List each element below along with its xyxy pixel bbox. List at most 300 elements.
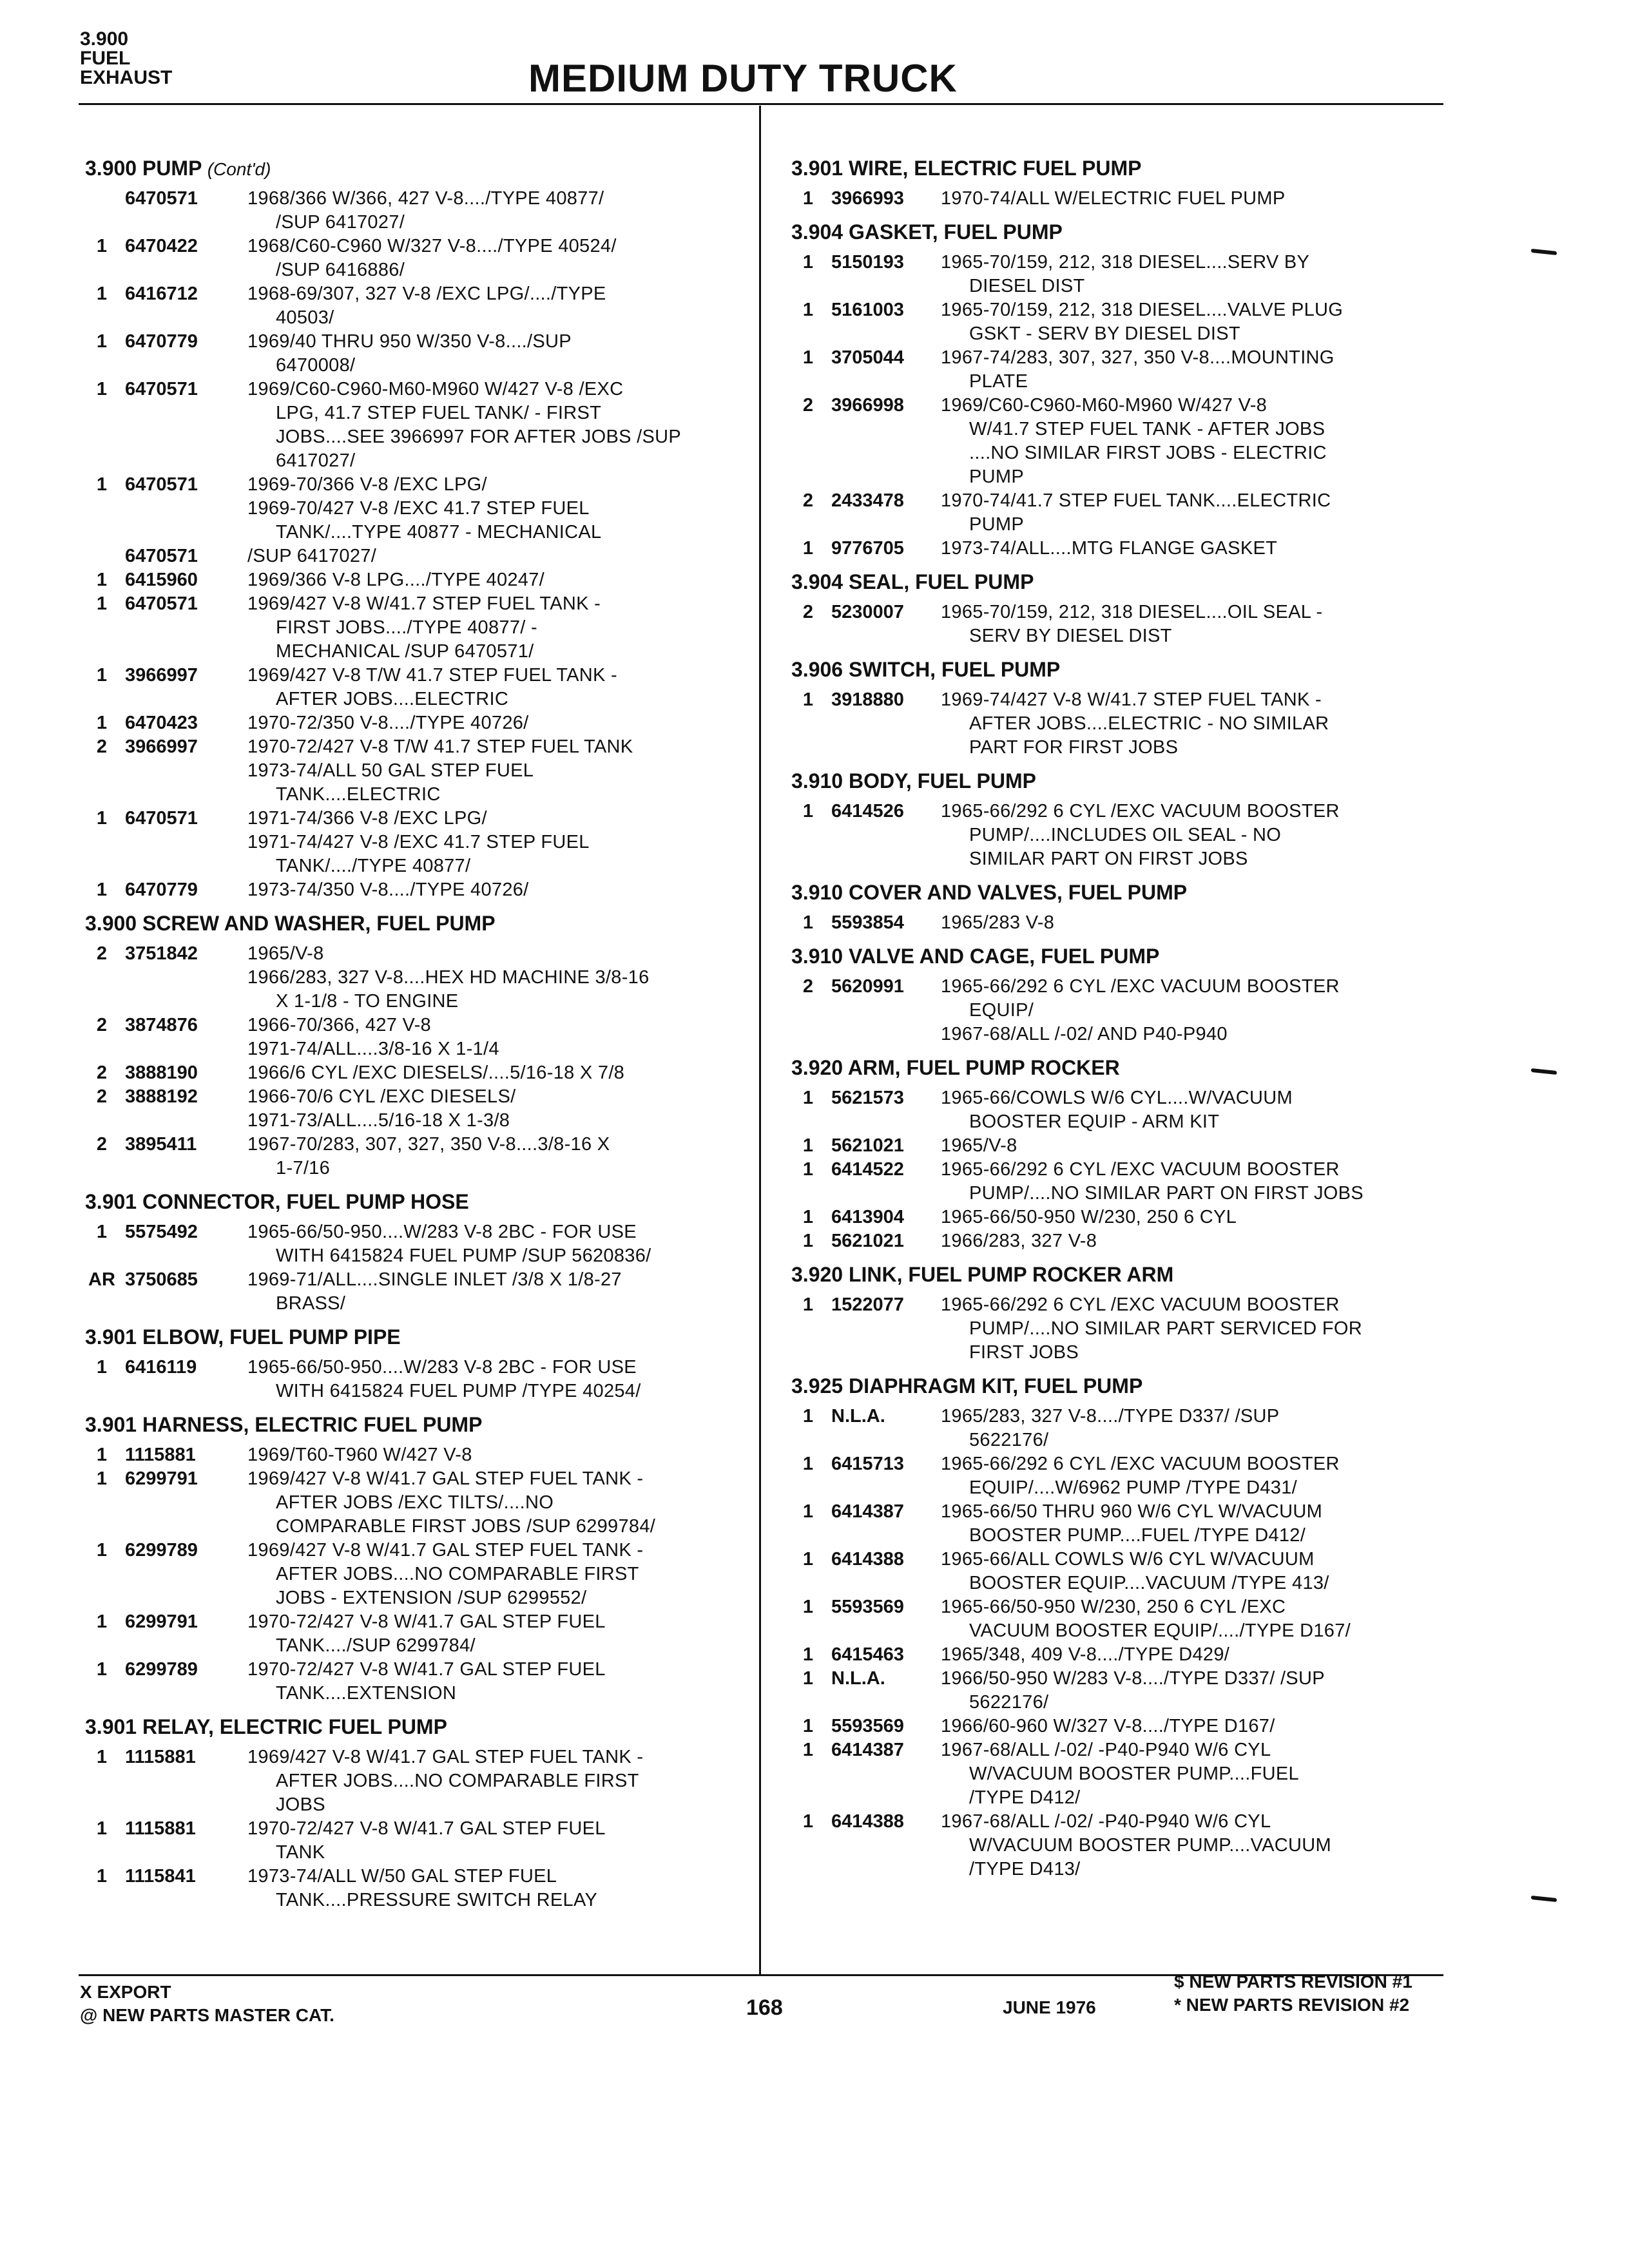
- description-line: /TYPE D412/: [969, 1787, 1081, 1808]
- part-description: [247, 1356, 737, 1403]
- part-description: [941, 1023, 1431, 1046]
- part-quantity: 2: [802, 490, 814, 511]
- description-line: AFTER JOBS /EXC TILTS/....NO: [276, 1492, 554, 1513]
- part-row: [785, 1452, 1442, 1500]
- description-line: JOBS: [276, 1794, 325, 1815]
- description-line: 1966-70/366, 427 V-8: [247, 1015, 431, 1035]
- column-divider: [759, 106, 761, 1974]
- description-line: EQUIP/....W/6962 PUMP /TYPE D431/: [969, 1477, 1297, 1498]
- description-line: BOOSTER EQUIP - ARM KIT: [969, 1111, 1220, 1132]
- revision-mark-icon: [1531, 249, 1557, 255]
- part-number: 3751842: [125, 943, 198, 964]
- description-line: 1967-68/ALL /-02/ -P40-P940 W/6 CYL: [941, 1811, 1271, 1832]
- part-quantity: 1: [802, 1406, 814, 1427]
- part-number: 3895411: [125, 1134, 197, 1155]
- part-number: 6470571: [125, 808, 198, 829]
- part-quantity: 1: [96, 879, 108, 900]
- description-line: /SUP 6416886/: [276, 260, 405, 280]
- part-description: [247, 378, 737, 473]
- section-heading: [791, 220, 1442, 244]
- description-line: 6417027/: [276, 450, 356, 471]
- part-description: [941, 1293, 1431, 1365]
- part-description: [247, 282, 737, 330]
- part-row: [79, 664, 749, 711]
- part-description: [941, 911, 1431, 935]
- part-number: 5575492: [125, 1222, 198, 1242]
- part-row: [79, 497, 749, 544]
- part-quantity: 1: [802, 1088, 814, 1108]
- part-description: [247, 1037, 737, 1061]
- description-line: 1965-70/159, 212, 318 DIESEL....SERV BY: [941, 252, 1310, 273]
- part-row: [785, 975, 1442, 1023]
- description-line: 1965/283 V-8: [941, 912, 1055, 933]
- part-description: [247, 1745, 737, 1817]
- section-heading-text: 3.910 VALVE AND CAGE, FUEL PUMP: [791, 945, 1160, 968]
- part-quantity: 1: [96, 1659, 108, 1680]
- left-column: [79, 156, 749, 1912]
- part-row: [79, 1109, 749, 1133]
- part-row: [785, 1595, 1442, 1643]
- part-row: [79, 878, 749, 902]
- part-row: [79, 831, 749, 878]
- footer-legend-left: [80, 1981, 334, 2027]
- part-quantity: 1: [802, 1231, 814, 1251]
- description-line: 1966/50-950 W/283 V-8..../TYPE D337/ /SUP: [941, 1668, 1325, 1689]
- part-row: [785, 1643, 1442, 1667]
- description-line: SERV BY DIESEL DIST: [969, 626, 1172, 646]
- part-row: [79, 568, 749, 592]
- part-quantity: 1: [96, 379, 108, 399]
- description-line: BOOSTER EQUIP....VACUUM /TYPE 413/: [969, 1573, 1329, 1593]
- part-number: 6470422: [125, 236, 198, 256]
- section-heading: [85, 156, 749, 180]
- part-description: [941, 1548, 1431, 1595]
- part-description: [247, 1817, 737, 1865]
- description-line: 1968/366 W/366, 427 V-8..../TYPE 40877/: [247, 188, 604, 209]
- part-description: [941, 975, 1431, 1023]
- part-quantity: 1: [96, 1445, 108, 1465]
- part-description: [941, 298, 1431, 346]
- description-line: 1970-74/ALL W/ELECTRIC FUEL PUMP: [941, 188, 1286, 209]
- part-row: [79, 544, 749, 568]
- part-description: [247, 592, 737, 664]
- part-description: [941, 800, 1431, 871]
- section-heading-text: 3.904 GASKET, FUEL PUMP: [791, 220, 1063, 244]
- section-heading: [85, 1715, 749, 1739]
- part-number: 6299789: [125, 1540, 198, 1561]
- description-line: TANK....EXTENSION: [276, 1683, 457, 1704]
- part-number: 5621573: [831, 1088, 904, 1108]
- part-description: [941, 1500, 1431, 1548]
- part-description: [941, 1405, 1431, 1452]
- part-description: [941, 1738, 1431, 1810]
- part-quantity: 1: [802, 689, 814, 710]
- part-number: 1115841: [125, 1866, 196, 1887]
- description-line: 1965/283, 327 V-8..../TYPE D337/ /SUP: [941, 1406, 1280, 1427]
- part-description: [941, 489, 1431, 537]
- part-quantity: 1: [802, 188, 814, 209]
- description-line: AFTER JOBS....NO COMPARABLE FIRST: [276, 1564, 639, 1584]
- description-line: 1969/40 THRU 950 W/350 V-8..../SUP: [247, 331, 572, 352]
- part-number: 6416119: [125, 1357, 197, 1378]
- publication-date: JUNE 1976: [1003, 1997, 1096, 2017]
- section-heading-text: 3.904 SEAL, FUEL PUMP: [791, 570, 1034, 593]
- part-row: [785, 1405, 1442, 1452]
- part-description: [247, 807, 737, 831]
- part-row: [785, 298, 1442, 346]
- part-quantity: 2: [96, 1015, 108, 1035]
- description-line: TANK/....TYPE 40877 - MECHANICAL: [276, 522, 602, 543]
- description-line: W/VACUUM BOOSTER PUMP....FUEL: [969, 1763, 1299, 1784]
- description-line: 1965-66/COWLS W/6 CYL....W/VACUUM: [941, 1088, 1293, 1108]
- description-line: 1969-70/366 V-8 /EXC LPG/: [247, 474, 487, 495]
- part-row: [79, 1865, 749, 1912]
- part-number: 5621021: [831, 1135, 904, 1156]
- description-line: 5622176/: [969, 1692, 1049, 1713]
- part-number: 6415463: [831, 1644, 904, 1665]
- part-row: [79, 1610, 749, 1658]
- description-line: 1973-74/ALL W/50 GAL STEP FUEL: [247, 1866, 557, 1887]
- description-line: PLATE: [969, 371, 1028, 392]
- part-quantity: 2: [802, 395, 814, 416]
- part-description: [247, 1467, 737, 1539]
- description-line: ....NO SIMILAR FIRST JOBS - ELECTRIC: [969, 443, 1327, 463]
- description-line: COMPARABLE FIRST JOBS /SUP 6299784/: [276, 1516, 656, 1537]
- section-heading: [85, 911, 749, 936]
- part-description: [247, 735, 737, 759]
- part-row: [785, 601, 1442, 648]
- part-row: [79, 1817, 749, 1865]
- part-description: [941, 1452, 1431, 1500]
- description-line: 1965-66/292 6 CYL /EXC VACUUM BOOSTER: [941, 1159, 1340, 1180]
- section-heading: [791, 570, 1442, 594]
- part-description: [941, 346, 1431, 394]
- description-line: X 1-1/8 - TO ENGINE: [276, 991, 459, 1012]
- part-number: 3966997: [125, 665, 198, 686]
- section-heading-text: 3.910 COVER AND VALVES, FUEL PUMP: [791, 881, 1188, 904]
- description-line: 1969/366 V-8 LPG..../TYPE 40247/: [247, 570, 545, 590]
- part-quantity: 1: [802, 252, 814, 273]
- part-number: 5230007: [831, 602, 904, 622]
- part-number: 5593569: [831, 1716, 904, 1736]
- part-row: [785, 1229, 1442, 1253]
- part-number: N.L.A.: [831, 1406, 885, 1427]
- description-line: W/VACUUM BOOSTER PUMP....VACUUM: [969, 1835, 1331, 1856]
- part-quantity: 1: [802, 1207, 814, 1227]
- part-quantity: 1: [802, 1644, 814, 1665]
- header-divider: [79, 103, 1443, 105]
- description-line: TANK....PRESSURE SWITCH RELAY: [276, 1890, 598, 1910]
- part-row: [79, 378, 749, 473]
- part-row: [79, 1133, 749, 1180]
- part-description: [247, 1109, 737, 1133]
- description-line: 1971-74/ALL....3/8-16 X 1-1/4: [247, 1039, 499, 1059]
- section-heading-text: 3.906 SWITCH, FUEL PUMP: [791, 658, 1061, 681]
- part-row: [79, 1014, 749, 1037]
- description-line: WITH 6415824 FUEL PUMP /SUP 5620836/: [276, 1245, 651, 1266]
- section-heading-text: 3.925 DIAPHRAGM KIT, FUEL PUMP: [791, 1374, 1143, 1398]
- description-line: FIRST JOBS: [969, 1342, 1079, 1363]
- part-row: [785, 1023, 1442, 1046]
- part-row: [79, 282, 749, 330]
- part-row: [79, 1061, 749, 1085]
- part-description: [941, 601, 1431, 648]
- description-line: PUMP: [969, 466, 1024, 487]
- part-description: [247, 187, 737, 235]
- section-heading: [791, 769, 1442, 793]
- description-line: /TYPE D413/: [969, 1859, 1081, 1879]
- page-number: 168: [746, 1995, 783, 2020]
- part-row: [79, 711, 749, 735]
- part-row: [79, 1356, 749, 1403]
- part-row: [79, 1658, 749, 1706]
- part-number: 5150193: [831, 252, 904, 273]
- part-row: [785, 1715, 1442, 1738]
- part-description: [247, 664, 737, 711]
- part-description: [941, 187, 1431, 211]
- part-description: [941, 1643, 1431, 1667]
- description-line: 1969-74/427 V-8 W/41.7 STEP FUEL TANK -: [941, 689, 1322, 710]
- description-line: TANK....ELECTRIC: [276, 784, 441, 805]
- part-description: [247, 1610, 737, 1658]
- part-number: 3705044: [831, 347, 904, 368]
- part-row: [785, 537, 1442, 561]
- part-description: [941, 1206, 1431, 1229]
- description-line: 1971-74/366 V-8 /EXC LPG/: [247, 808, 487, 829]
- part-description: [247, 1539, 737, 1610]
- part-row: [79, 592, 749, 664]
- section-heading: [791, 156, 1442, 180]
- part-number: 1115881: [125, 1747, 196, 1767]
- description-line: 1965-66/50-950....W/283 V-8 2BC - FOR USE: [247, 1222, 637, 1242]
- part-row: [79, 1085, 749, 1109]
- description-line: 1967-68/ALL /-02/ AND P40-P940: [941, 1024, 1228, 1044]
- part-description: [247, 1658, 737, 1706]
- part-quantity: 1: [802, 1454, 814, 1474]
- part-number: 5593569: [831, 1597, 904, 1617]
- legend-revision-2: * NEW PARTS REVISION #2: [1174, 1995, 1410, 2015]
- part-quantity: 1: [802, 1135, 814, 1156]
- description-line: 1965-66/292 6 CYL /EXC VACUUM BOOSTER: [941, 1454, 1340, 1474]
- section-heading: [791, 1374, 1442, 1398]
- description-line: 1973-74/350 V-8..../TYPE 40726/: [247, 879, 529, 900]
- revision-mark-icon: [1531, 1068, 1557, 1075]
- description-line: 1965-66/50-950....W/283 V-8 2BC - FOR USE: [247, 1357, 637, 1378]
- part-number: 6415960: [125, 570, 198, 590]
- description-line: JOBS - EXTENSION /SUP 6299552/: [276, 1588, 587, 1608]
- description-line: 1969-70/427 V-8 /EXC 41.7 STEP FUEL: [247, 498, 590, 519]
- page-title: MEDIUM DUTY TRUCK: [528, 57, 958, 100]
- description-line: /SUP 6417027/: [247, 546, 377, 566]
- part-description: [247, 759, 737, 807]
- part-row: [785, 1548, 1442, 1595]
- part-quantity: 2: [802, 976, 814, 997]
- part-number: 6413904: [831, 1207, 904, 1227]
- description-line: 1966/283, 327 V-8....HEX HD MACHINE 3/8-16: [247, 967, 650, 988]
- part-quantity: 1: [96, 331, 108, 352]
- description-line: 1970-72/427 V-8 W/41.7 GAL STEP FUEL: [247, 1818, 606, 1839]
- part-row: [79, 966, 749, 1014]
- part-row: [79, 1745, 749, 1817]
- description-line: 1965-66/ALL COWLS W/6 CYL W/VACUUM: [941, 1549, 1315, 1570]
- part-description: [247, 544, 737, 568]
- section-heading: [791, 1055, 1442, 1080]
- part-number: 6299791: [125, 1468, 198, 1489]
- part-number: 1522077: [831, 1294, 904, 1315]
- part-row: [785, 911, 1442, 935]
- part-quantity: 1: [96, 1468, 108, 1489]
- part-description: [941, 688, 1431, 760]
- part-description: [247, 1014, 737, 1037]
- part-quantity: 1: [96, 474, 108, 495]
- part-quantity: 1: [802, 1159, 814, 1180]
- part-number: 6416712: [125, 284, 198, 304]
- part-number: 6470571: [125, 593, 198, 614]
- part-number: 1115881: [125, 1818, 196, 1839]
- part-quantity: 2: [802, 602, 814, 622]
- part-number: 6470571: [125, 546, 198, 566]
- part-quantity: 1: [802, 1716, 814, 1736]
- section-code-fuel: FUEL: [80, 48, 131, 69]
- part-number: 6470779: [125, 879, 198, 900]
- description-line: 1968-69/307, 327 V-8 /EXC LPG/..../TYPE: [247, 284, 606, 304]
- part-row: [785, 1134, 1442, 1158]
- description-line: 1965-66/50-950 W/230, 250 6 CYL: [941, 1207, 1237, 1227]
- description-line: 1-7/16: [276, 1158, 331, 1178]
- part-row: [79, 1443, 749, 1467]
- part-row: [785, 1086, 1442, 1134]
- part-row: [785, 1500, 1442, 1548]
- part-number: 5620991: [831, 976, 904, 997]
- description-line: 1965-66/50 THRU 960 W/6 CYL W/VACUUM: [941, 1501, 1323, 1522]
- part-row: [785, 187, 1442, 211]
- part-description: [247, 1085, 737, 1109]
- part-row: [785, 346, 1442, 394]
- part-quantity: 2: [96, 1086, 108, 1107]
- part-quantity: 1: [96, 1357, 108, 1378]
- description-line: 1970-72/427 V-8 W/41.7 GAL STEP FUEL: [247, 1659, 606, 1680]
- part-row: [785, 1206, 1442, 1229]
- description-line: 1970-72/350 V-8..../TYPE 40726/: [247, 713, 529, 733]
- part-number: 3918880: [831, 689, 904, 710]
- description-line: 1970-72/427 V-8 T/W 41.7 STEP FUEL TANK: [247, 736, 633, 757]
- part-quantity: 2: [96, 1062, 108, 1083]
- description-line: 1965-66/50-950 W/230, 250 6 CYL /EXC: [941, 1597, 1286, 1617]
- part-row: [79, 942, 749, 966]
- description-line: BRASS/: [276, 1293, 346, 1314]
- description-line: 1970-74/41.7 STEP FUEL TANK....ELECTRIC: [941, 490, 1331, 511]
- section-heading: [791, 1262, 1442, 1287]
- part-number: 6414526: [831, 801, 904, 822]
- part-description: [941, 394, 1431, 489]
- description-line: 1969/427 V-8 W/41.7 GAL STEP FUEL TANK -: [247, 1468, 644, 1489]
- part-number: 6414522: [831, 1159, 904, 1180]
- part-row: [79, 807, 749, 831]
- part-row: [79, 1539, 749, 1610]
- part-quantity: 1: [802, 538, 814, 559]
- part-number: 2433478: [831, 490, 904, 511]
- part-quantity: 1: [96, 713, 108, 733]
- section-heading-note: (Cont'd): [207, 159, 271, 179]
- part-number: 6470571: [125, 188, 198, 209]
- part-quantity: 1: [802, 801, 814, 822]
- part-description: [941, 1158, 1431, 1206]
- description-line: TANK/..../TYPE 40877/: [276, 856, 471, 876]
- description-line: PUMP: [969, 514, 1024, 535]
- description-line: 1971-73/ALL....5/16-18 X 1-3/8: [247, 1110, 510, 1131]
- part-quantity: 1: [802, 1501, 814, 1522]
- part-row: [785, 688, 1442, 760]
- legend-master-cat: @ NEW PARTS MASTER CAT.: [80, 2005, 334, 2025]
- section-heading-text: 3.900 PUMP: [85, 157, 202, 180]
- part-number: 6470571: [125, 474, 198, 495]
- part-quantity: 1: [96, 284, 108, 304]
- part-number: 3750685: [125, 1269, 198, 1290]
- part-row: [79, 1220, 749, 1268]
- revision-mark-icon: [1531, 1896, 1557, 1902]
- section-heading: [791, 944, 1442, 968]
- part-row: [785, 800, 1442, 871]
- description-line: AFTER JOBS....ELECTRIC: [276, 689, 509, 709]
- part-quantity: 2: [96, 1134, 108, 1155]
- part-row: [79, 330, 749, 378]
- part-description: [247, 568, 737, 592]
- section-heading-text: 3.920 ARM, FUEL PUMP ROCKER: [791, 1056, 1120, 1079]
- part-description: [247, 878, 737, 902]
- part-number: N.L.A.: [831, 1668, 885, 1689]
- part-description: [247, 1061, 737, 1085]
- description-line: JOBS....SEE 3966997 FOR AFTER JOBS /SUP: [276, 427, 681, 447]
- section-heading-text: 3.901 WIRE, ELECTRIC FUEL PUMP: [791, 157, 1142, 180]
- description-line: 1973-74/ALL 50 GAL STEP FUEL: [247, 760, 534, 781]
- description-line: 1969/C60-C960-M60-M960 W/427 V-8: [941, 395, 1268, 416]
- part-description: [247, 1133, 737, 1180]
- part-description: [941, 1595, 1431, 1643]
- part-number: 6415713: [831, 1454, 904, 1474]
- description-line: W/41.7 STEP FUEL TANK - AFTER JOBS: [969, 419, 1325, 439]
- section-heading-text: 3.901 ELBOW, FUEL PUMP PIPE: [85, 1325, 401, 1349]
- description-line: 1969/427 V-8 W/41.7 GAL STEP FUEL TANK -: [247, 1540, 644, 1561]
- part-description: [247, 966, 737, 1014]
- section-heading-text: 3.910 BODY, FUEL PUMP: [791, 769, 1036, 793]
- part-description: [941, 251, 1431, 298]
- section-code-number: 3.900: [80, 28, 129, 50]
- part-description: [941, 1086, 1431, 1134]
- part-description: [941, 1134, 1431, 1158]
- description-line: 1970-72/427 V-8 W/41.7 GAL STEP FUEL: [247, 1611, 606, 1632]
- part-description: [247, 473, 737, 497]
- section-heading: [85, 1325, 749, 1349]
- part-number: 5621021: [831, 1231, 904, 1251]
- part-row: [785, 489, 1442, 537]
- part-number: 3888190: [125, 1062, 198, 1083]
- description-line: PUMP/....INCLUDES OIL SEAL - NO: [969, 825, 1282, 845]
- description-line: LPG, 41.7 STEP FUEL TANK/ - FIRST: [276, 403, 602, 423]
- footer-legend-right: [1174, 1970, 1412, 2017]
- part-description: [941, 537, 1431, 561]
- description-line: DIESEL DIST: [969, 276, 1085, 296]
- part-quantity: 1: [802, 912, 814, 933]
- description-line: 1969-71/ALL....SINGLE INLET /3/8 X 1/8-27: [247, 1269, 622, 1290]
- description-line: VACUUM BOOSTER EQUIP/..../TYPE D167/: [969, 1620, 1351, 1641]
- part-number: 5161003: [831, 300, 904, 320]
- part-number: 3888192: [125, 1086, 198, 1107]
- description-line: 1966-70/6 CYL /EXC DIESELS/: [247, 1086, 516, 1107]
- description-line: 1969/C60-C960-M60-M960 W/427 V-8 /EXC: [247, 379, 624, 399]
- part-quantity: 2: [96, 736, 108, 757]
- description-line: 1968/C60-C960 W/327 V-8..../TYPE 40524/: [247, 236, 617, 256]
- section-heading-text: 3.901 HARNESS, ELECTRIC FUEL PUMP: [85, 1413, 483, 1436]
